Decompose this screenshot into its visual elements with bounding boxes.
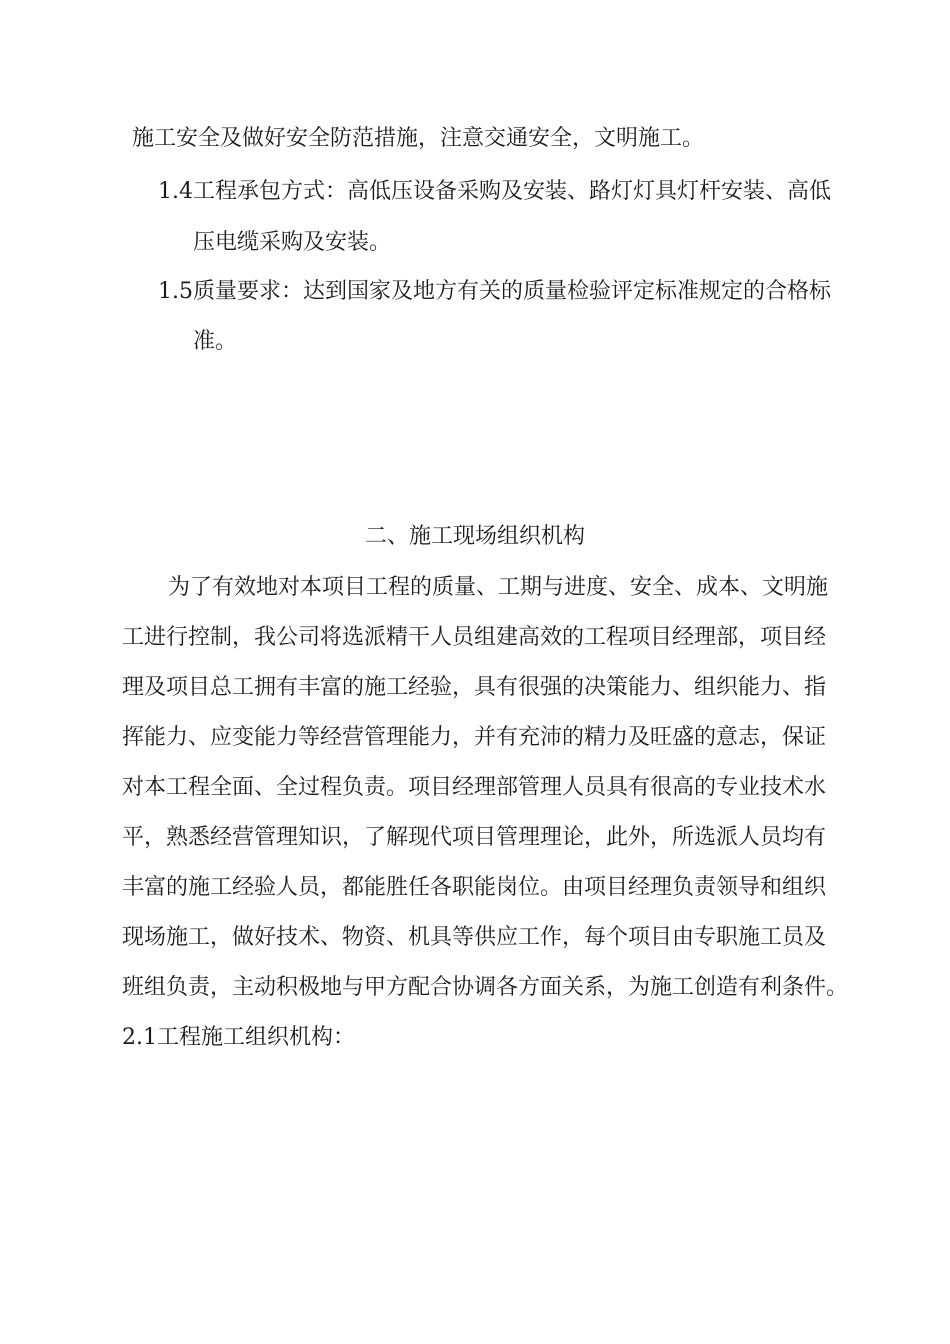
item-1-4-line-1: 1.4工程承包方式：高低压设备采购及安装、路灯灯具灯杆安装、高低: [158, 179, 831, 204]
section-heading: 二、施工现场组织机构: [364, 524, 585, 549]
item-1-4-line-2: 压电缆采购及安装。: [193, 230, 392, 255]
subsection-heading: 2.1工程施工组织机构：: [122, 1025, 355, 1050]
paragraph-line: 现场施工，做好技术、物资、机具等供应工作，每个项目由专职施工员及: [122, 925, 827, 950]
paragraph-line: 挥能力、应变能力等经营管理能力，并有充沛的精力及旺盛的意志，保证: [122, 725, 827, 750]
item-1-5-line-2: 准。: [193, 329, 238, 354]
paragraph-line: 对本工程全面、全过程负责。项目经理部管理人员具有很高的专业技术水: [122, 775, 827, 800]
paragraph-line: 理及项目总工拥有丰富的施工经验，具有很强的决策能力、组织能力、指: [122, 675, 827, 700]
paragraph-line: 丰富的施工经验人员，都能胜任各职能岗位。由项目经理负责领导和组织: [122, 875, 827, 900]
paragraph-line: 为了有效地对本项目工程的质量、工期与进度、安全、成本、文明施: [168, 575, 829, 600]
item-1-5-line-1: 1.5质量要求：达到国家及地方有关的质量检验评定标准规定的合格标: [158, 279, 831, 304]
paragraph-line: 平，熟悉经营管理知识，了解现代项目管理理论，此外，所选派人员均有: [122, 825, 827, 850]
intro-line: 施工安全及做好安全防范措施，注意交通安全，文明施工。: [132, 126, 705, 151]
paragraph-line: 班组负责，主动积极地与甲方配合协调各方面关系，为施工创造有利条件。: [122, 975, 849, 1000]
paragraph-line: 工进行控制，我公司将选派精干人员组建高效的工程项目经理部，项目经: [122, 625, 827, 650]
